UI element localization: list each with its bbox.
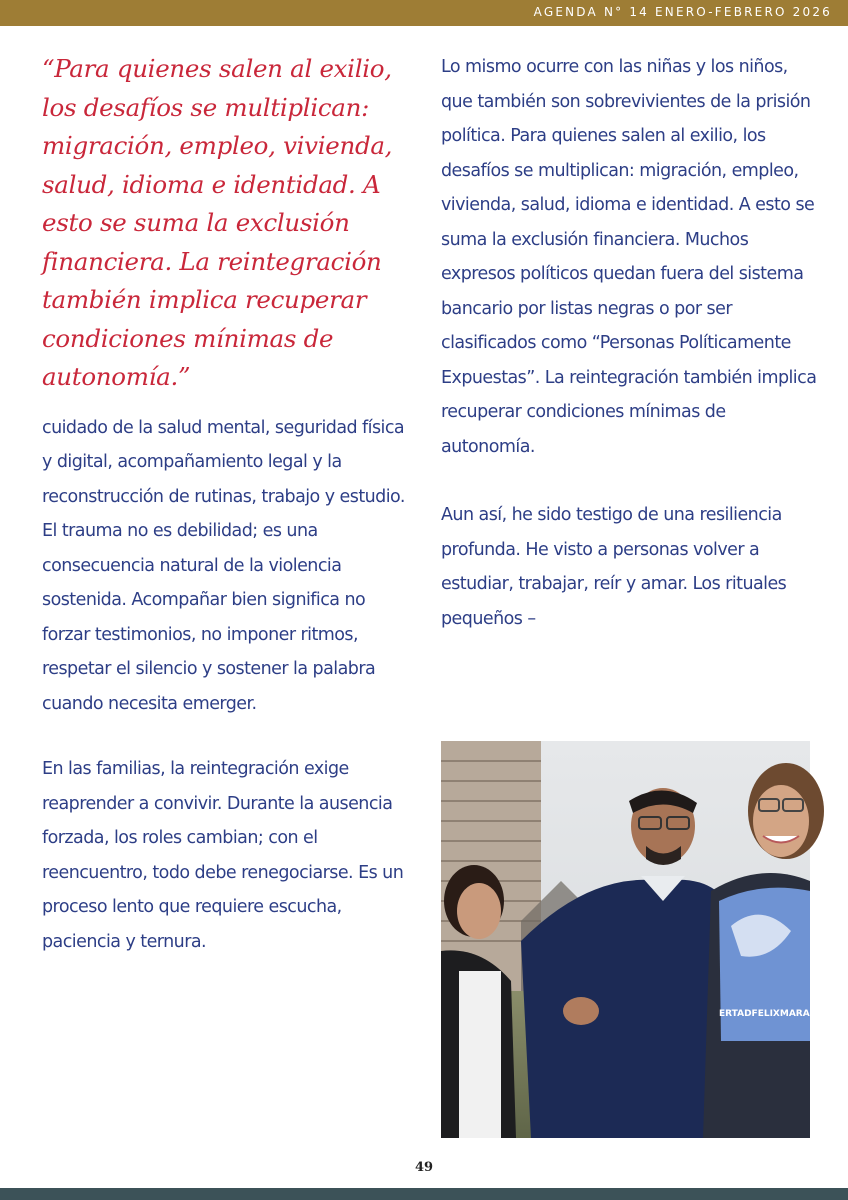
paragraph: En las familias, la reintegración exige reaprender a convivir. Durante la ausencia forzada, los roles cambian; con el reencuentro, todo debe renegociarse. Es un proceso lento que requiere escucha, paciencia y ternura. [42, 759, 404, 952]
issue-header: AGENDA N° 14 ENERO-FEBRERO 2026 [533, 5, 832, 19]
paragraph: Aun así, he sido testigo de una resiliencia profunda. He visto a personas volver a estudiar, trabajar, reír y amar. Los rituales pequeños – [441, 505, 787, 629]
shirt-print-text: ERTADFELIXMARADIAG [719, 1009, 835, 1019]
right-body [441, 50, 821, 636]
page-number: 49 [414, 1160, 434, 1175]
left-body [42, 411, 412, 960]
header-band [0, 0, 848, 26]
paragraph: Lo mismo ocurre con las niñas y los niños, que también son sobrevivientes de la prisión política. Para quienes salen al exilio, los desafíos se multiplican: migración, empleo, vivienda, salud, idioma e identidad. A esto se suma la exclusión financiera. Muchos expresos políticos quedan fuera del sistema bancario por listas negras o por ser clasificados como “Personas Políticamente Expuestas”. La reintegración también implica recuperar condiciones mínimas de autonomía. [441, 57, 817, 457]
paragraph: cuidado de la salud mental, seguridad física y digital, acompañamiento legal y la reconstrucción de rutinas, trabajo y estudio. El trauma no es debilidad; es una consecuencia natural de la violencia sostenida. Acompañar bien significa no forzar testimonios, no imponer ritmos, respetar el silencio y sostener la palabra cuando necesita emerger. [42, 417, 405, 714]
family-photo-illustration [441, 741, 835, 1138]
footer-band [0, 1188, 848, 1200]
family-photo [441, 741, 835, 1138]
right-column [441, 50, 821, 636]
left-column [42, 50, 412, 959]
pull-quote: “Para quienes salen al exilio, los desafíos se multiplican: migración, empleo, vivienda, salud, idioma e identidad. A esto se suma la exclusión financiera. La reintegración también implica recuperar condiciones mínimas de autonomía.” [42, 54, 393, 391]
